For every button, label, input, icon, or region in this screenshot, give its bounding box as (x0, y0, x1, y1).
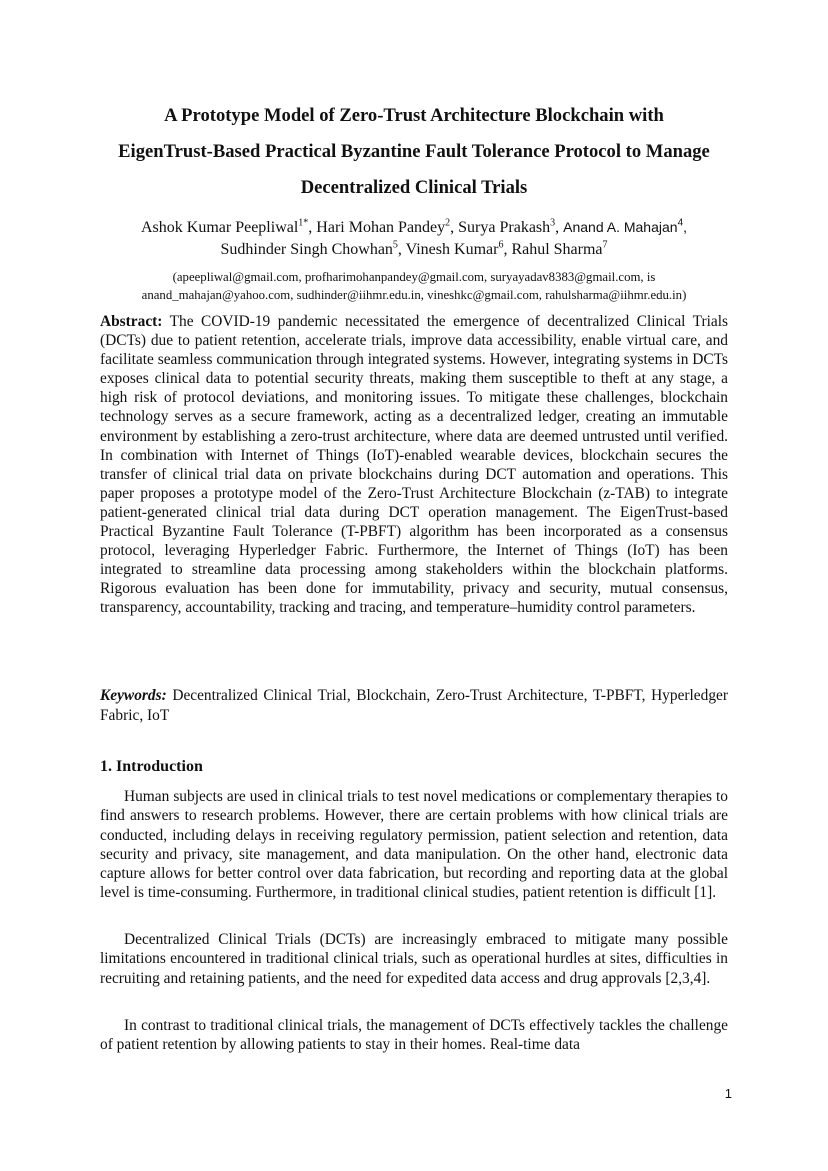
author-affiliation: 3 (550, 217, 556, 229)
author-name: Ashok Kumar Peepliwal (140, 219, 299, 236)
author-line: Ashok Kumar Peepliwal$^{1*}$, Hari Mohan Pandey$^2$, Surya Prakash$^3$, Anand A. Mahajan$^4$, (140, 217, 688, 236)
email-line: (apeepliwal@gmail.com, profharimohanpandey@gmail.com, suryayadav8383@gmail.com, is (172, 270, 656, 284)
author-affiliation: 4 (677, 217, 684, 229)
keywords (100, 686, 728, 725)
author-name: Hari Mohan Pandey (316, 219, 446, 236)
author-line: Sudhinder Singh Chowhan$^5$, Vinesh Kumar$^6$, Rahul Sharma$^7$ (220, 239, 608, 258)
abstract-text: The COVID-19 pandemic necessitated the emergence of decentralized Clinical Trials (DCTs) due to patient retention, accelerate trials, improve data accessibility, enable virtual care, and facilitate seamless communication through integrated systems. However, integrating systems in DCTs exposes clinical data to potential security threats, making them susceptible to theft at any stage, a high risk of protocol deviations, and monitoring issues. To mitigate these challenges, blockchain technology serves as a secure framework, acting as a decentralized ledger, creating an immutable environment by establishing a zero-trust architecture, where data are deemed untrusted until verified. In combination with Internet of Things (IoT)-enabled wearable devices, blockchain secures the transfer of clinical trial data on private blockchains during DCT automation and operations. This paper proposes a prototype model of the Zero-Trust Architecture Blockchain (z-TAB) to integrate patient-generated clinical trial data during DCT operation management. The EigenTrust-based Practical Byzantine Fault Tolerance (T-PBFT) algorithm has been incorporated as a consensus protocol, leveraging Hyperledger Fabric. Furthermore, the Internet of Things (IoT) has been integrated to streamline data processing among stakeholders within the blockchain platforms. Rigorous evaluation has been done for immutability, privacy and security, mutual consensus, transparency, accountability, tracking and tracing, and temperature–humidity control parameters. (100, 313, 728, 617)
page-number: 1 (724, 1086, 732, 1101)
body-paragraph: In contrast to traditional clinical trials, the management of DCTs effectively tackles the challenge of patient retention by allowing patients to stay in their homes. Real-time data (100, 1017, 728, 1054)
keywords-label: Keywords: (100, 687, 167, 704)
author-name: Rahul Sharma (511, 241, 603, 258)
author-name: Surya Prakash (458, 219, 551, 236)
author-emails (100, 268, 728, 304)
email-line: anand_mahajan@yahoo.com, sudhinder@iihmr.edu.in, vineshkc@gmail.com, rahulsharma@iihmr.edu.in) (141, 288, 687, 302)
body-paragraph: Human subjects are used in clinical trials to test novel medications or complementary therapies to find answers to research problems. However, there are certain problems with how clinical trials are conducted, including delays in receiving regulatory permission, patient selection and retention, data security and privacy, site management, and data manipulation. On the other hand, electronic data capture allows for better control over data fabrication, but recording and reporting data at the global level is time-consuming. Furthermore, in traditional clinical studies, patient retention is difficult [1]. (100, 788, 728, 902)
section-heading: 1. Introduction (100, 758, 203, 775)
paper-title (100, 98, 728, 206)
author-affiliation: 6 (498, 239, 504, 251)
author-name: Anand A. Mahajan (563, 219, 678, 235)
author-name: Sudhinder Singh Chowhan (220, 241, 393, 258)
keywords-text: Decentralized Clinical Trial, Blockchain, Zero-Trust Architecture, T-PBFT, Hyperledger Fabric, IoT (100, 687, 728, 724)
body-paragraph: Decentralized Clinical Trials (DCTs) are increasingly embraced to mitigate many possible limitations encountered in traditional clinical trials, such as operational hurdles at sites, difficulties in recruiting and retaining patients, and the need for expedited data access and drug approvals [2,3,4]. (100, 931, 728, 987)
author-affiliation: 7 (602, 239, 608, 251)
author-affiliation: 2 (445, 217, 451, 229)
author-affiliation: 5 (392, 239, 398, 251)
abstract-label: Abstract: (100, 313, 163, 330)
author-name: Vinesh Kumar (405, 241, 499, 258)
author-list (100, 216, 728, 261)
author-affiliation: 1* (298, 217, 309, 229)
title-line: Decentralized Clinical Trials (300, 177, 528, 198)
abstract (100, 312, 728, 618)
title-line: EigenTrust-Based Practical Byzantine Fault Tolerance Protocol to Manage (118, 141, 710, 162)
title-line: A Prototype Model of Zero-Trust Architecture Blockchain with (164, 105, 664, 126)
